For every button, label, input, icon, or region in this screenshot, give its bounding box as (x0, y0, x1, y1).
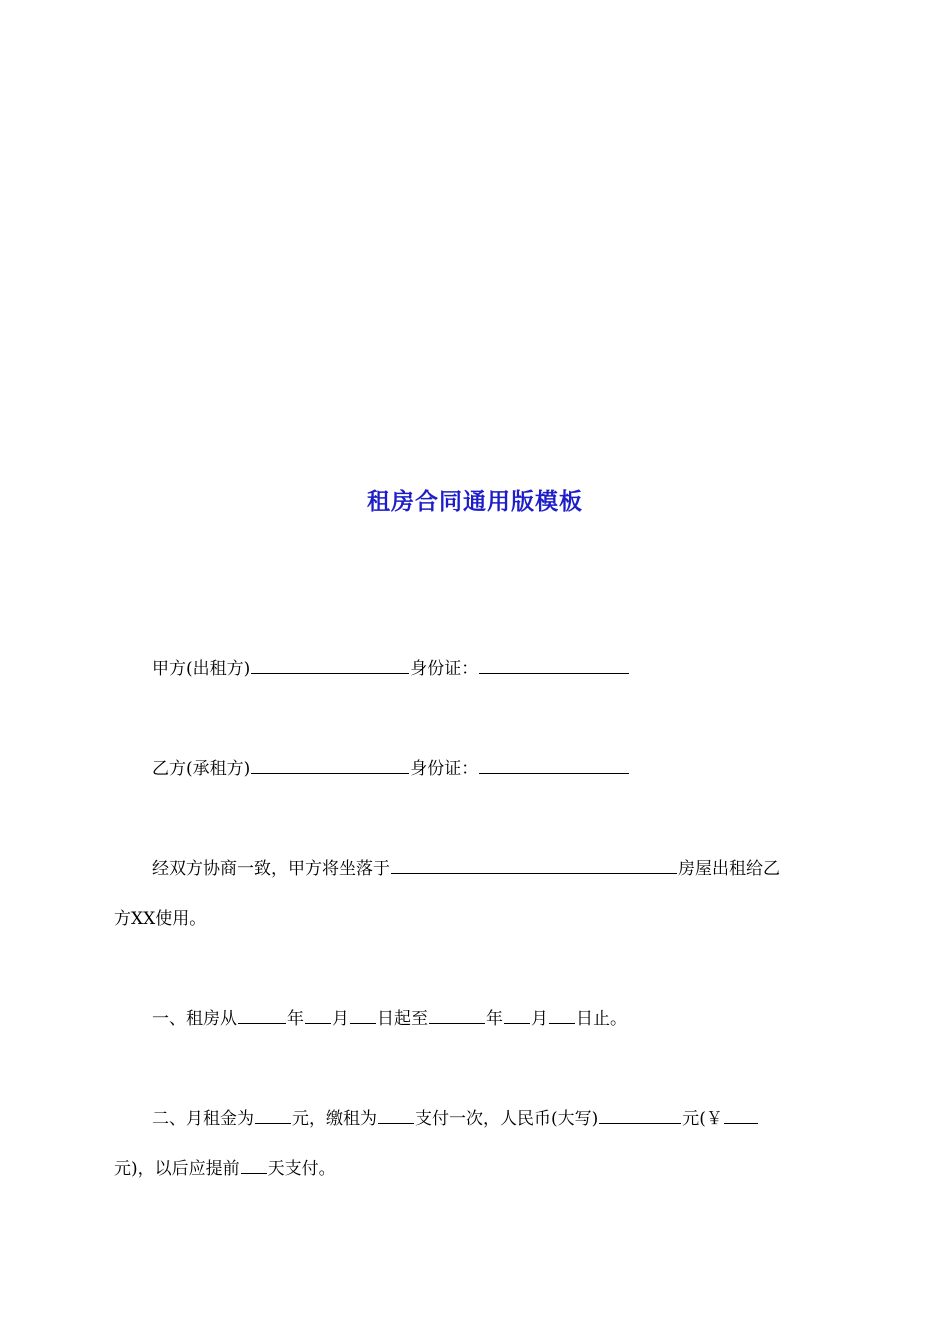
clause-1-text-2: 年 (287, 1009, 304, 1029)
property-address-blank (391, 856, 677, 874)
clause-2-text-3: 支付一次，人民币(大写) (415, 1109, 599, 1129)
paragraph-agreement-line-2 (114, 906, 844, 932)
start-year-blank (238, 1006, 286, 1024)
party-b-id-blank (479, 756, 629, 774)
clause-2-text-5: 元)，以后应提前 (114, 1159, 240, 1179)
party-b-label: 乙方(承租方) (152, 759, 251, 779)
amount-words-blank (599, 1106, 681, 1124)
payment-period-blank (378, 1106, 414, 1124)
end-year-blank (429, 1006, 485, 1024)
monthly-rent-blank (255, 1106, 291, 1124)
start-day-blank (350, 1006, 376, 1024)
agreement-text-b: 房屋出租给乙 (678, 859, 780, 879)
clause-2-text-6: 天支付。 (267, 1159, 336, 1179)
agreement-text-c: 方XX使用。 (114, 909, 207, 929)
end-month-blank (504, 1006, 530, 1024)
clause-2-line-2 (114, 1156, 844, 1182)
clause-2-line-1 (114, 1106, 844, 1132)
party-b-line (114, 756, 844, 782)
clause-1-line (114, 1006, 844, 1032)
party-b-id-label: 身份证： (410, 759, 479, 779)
paragraph-agreement-line-1 (114, 856, 844, 882)
party-a-line (114, 656, 844, 682)
clause-1-text-6: 月 (531, 1009, 548, 1029)
clause-1-text-5: 年 (486, 1009, 503, 1029)
party-a-id-label: 身份证： (410, 659, 479, 679)
amount-figures-blank (724, 1106, 758, 1124)
clause-2-text-4: 元(￥ (682, 1109, 723, 1129)
clause-1-text-4: 日起至 (377, 1009, 428, 1029)
clause-1-text-7: 日止。 (576, 1009, 627, 1029)
end-day-blank (549, 1006, 575, 1024)
clause-2-text-1: 二、月租金为 (152, 1109, 254, 1129)
clause-1-text-3: 月 (332, 1009, 349, 1029)
party-a-id-blank (479, 656, 629, 674)
clause-2-text-2: 元，缴租为 (292, 1109, 377, 1129)
document-title: 租房合同通用版模板 (367, 489, 583, 515)
party-a-label: 甲方(出租方) (152, 659, 251, 679)
party-b-name-blank (251, 756, 409, 774)
agreement-text-a: 经双方协商一致，甲方将坐落于 (152, 859, 390, 879)
start-month-blank (305, 1006, 331, 1024)
advance-days-blank (241, 1156, 267, 1174)
party-a-name-blank (251, 656, 409, 674)
clause-1-text-1: 一、租房从 (152, 1009, 237, 1029)
